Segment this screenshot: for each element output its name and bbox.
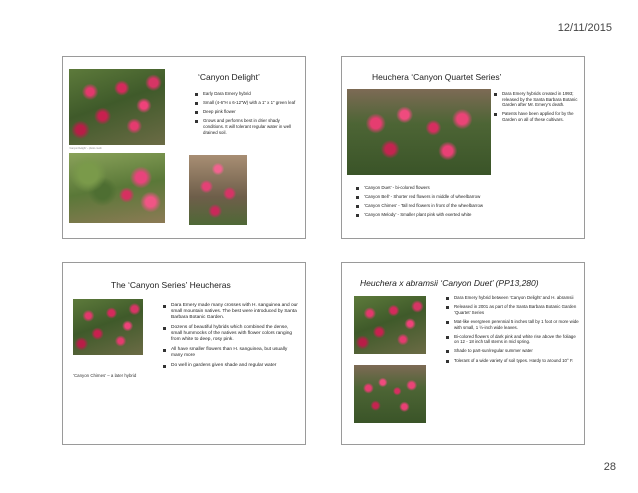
- slide-title: Heuchera x abramsii ‘Canyon Duet’ (PP13,280): [360, 278, 539, 288]
- bullet: Bi-colored flowers of dark pink and white rise above the foliage on 12 - 18 inch tall stems in mid spring.: [446, 334, 580, 345]
- slide-title: ‘Canyon Delight’: [198, 72, 260, 82]
- bullet: Released in 2001 as part of the Santa Barbara Botanic Garden ‘Quartet’ Series: [446, 304, 580, 315]
- bullet: ‘Canyon Melody’ - Smaller plant pink with exerted white: [356, 212, 578, 218]
- photo-canyon-duet-plant: [354, 296, 426, 354]
- photo-canyon-duet-flowers: [354, 365, 426, 423]
- bullet: Shade to part-sun/regular summer water: [446, 348, 580, 354]
- slide-bullets: [446, 295, 580, 367]
- cultivar-list: [356, 185, 578, 222]
- bullet: All have smaller flowers than H. sanguinea, but usually many more: [163, 347, 299, 359]
- bullet: Mat-like evergreen perennial 5 inches tall by 1 foot or more wide with small, 1 ½-inch wide leaves.: [446, 319, 580, 330]
- photo-caption: ‘Canyon Chimes’ – a later hybrid: [73, 373, 137, 378]
- bullet: ‘Canyon Bell’ - Shorter red flowers in middle of wheelbarrow: [356, 194, 578, 200]
- bullet: Patents have been applied for by the Garden on all of these cultivars.: [494, 111, 580, 122]
- photo-canyon-chimes: [73, 299, 143, 355]
- slide-canyon-series-heucheras: [62, 262, 306, 445]
- photo-wheelbarrow-planting: [347, 89, 491, 175]
- bullet: Small (4-6”H x 6-12”W) with a 1” x 1” green leaf: [195, 100, 299, 106]
- bullet: Tolerant of a wide variety of soil types. Hardy to around 10° F.: [446, 358, 580, 364]
- page-number: 28: [603, 461, 616, 473]
- bullet: ‘Canyon Chimes’ - Tall red flowers in front of the wheelbarrow: [356, 203, 578, 209]
- bullet: Dara Emery hybrid between ‘Canyon Delight’ and H. abramsii: [446, 295, 580, 301]
- bullet: Early Dara Emery hybrid: [195, 91, 299, 97]
- photo-canyon-delight-garden: [69, 153, 165, 223]
- bullet: Do well in gardens given shade and regular water: [163, 363, 299, 369]
- side-bullets: [494, 91, 580, 126]
- slide-title: The ‘Canyon Series’ Heucheras: [111, 280, 231, 290]
- photo-canyon-delight-closeup: [189, 155, 247, 225]
- bullet: ‘Canyon Duet’ - bi-colored flowers: [356, 185, 578, 191]
- slide-bullets: [163, 303, 299, 372]
- slide-title: Heuchera ‘Canyon Quartet Series’: [372, 72, 502, 82]
- bullet: Dara Emery hybrids created in 1993; released by the Santa Barbara Botanic Garden after Mr. Emery’s death.: [494, 91, 580, 108]
- photo-canyon-delight-bed: [69, 69, 165, 145]
- bullet: Dara Emery made many crosses with H. sanguinea and our small mountain natives. The best were introduced by Santa Barbara Botanic Garden.: [163, 303, 299, 321]
- bullet: Deep pink flower: [195, 109, 299, 115]
- bullet: Dozens of beautiful hybrids which combined the dense, small hummocks of the natives with flower colors ranging from white to deep, rosy pink.: [163, 325, 299, 343]
- slide-canyon-delight: [62, 56, 306, 239]
- slide-bullets: [195, 91, 299, 139]
- slide-canyon-quartet-series: [341, 56, 585, 239]
- slide-canyon-duet: [341, 262, 585, 445]
- bullet: Grows and performs best in drier shady conditions. It will tolerant regular water in well drained soil.: [195, 118, 299, 135]
- photo-credit: ‘Canyon Delight’ – photo credit: [69, 147, 102, 150]
- page-date: 12/11/2015: [557, 22, 612, 34]
